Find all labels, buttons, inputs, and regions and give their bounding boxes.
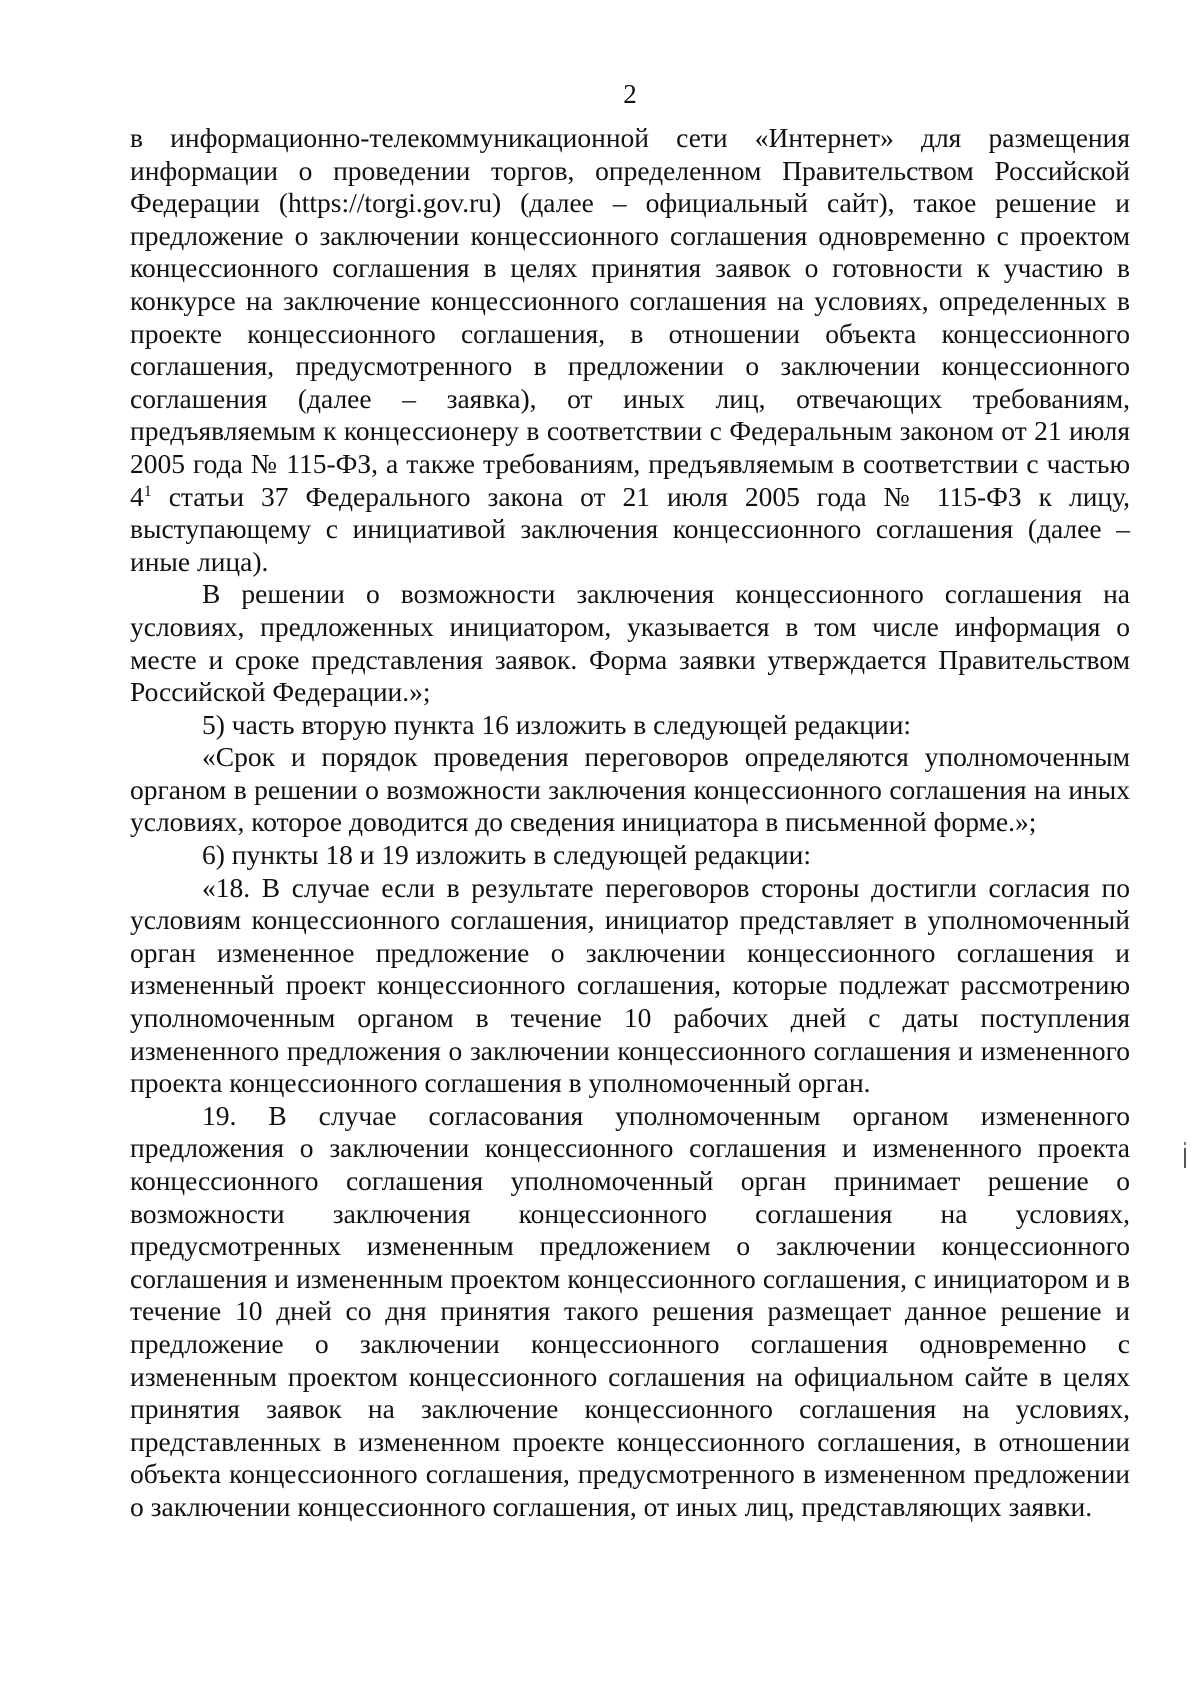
scan-margin-mark	[1184, 1148, 1186, 1168]
paragraph-continuation	[130, 122, 1130, 578]
paragraph-point-18: «18. В случае если в результате переговоров стороны достигли согласия по условиям концессионного соглашения, инициатор представляет в уполномоченный орган измененное предложение о заключении концессионного соглашения и измененный проект концессионного соглашения, которые подлежат рассмотрению уполномоченным органом в течение 10 рабочих дней с даты поступления измененного предложения о заключении концессионного соглашения и измененного проекта концессионного соглашения в уполномоченный орган.	[130, 871, 1130, 1099]
paragraph-decision-info: В решении о возможности заключения концессионного соглашения на условиях, предложенных инициатором, указывается в том числе информация о месте и сроке представления заявок. Форма заявки утверждается Правительством Российской Федерации.»;	[130, 578, 1130, 708]
paragraph-text-after-superscript: статьи 37 Федерального закона от 21 июля 2005 года № 115-ФЗ к лицу, выступающему с инициативой заключения концессионного соглашения (далее – иные лица).	[130, 480, 1130, 577]
paragraph-text-before-superscript: в информационно-телекоммуникационной сети «Интернет» для размещения информации о проведении торгов, определенном Правительством Российской Федерации (https://torgi.gov.ru) (далее – официальный сайт), такое решение и предложение о заключении концессионного соглашения одновременно с проектом концессионного соглашения в целях принятия заявок о готовности к участию в конкурсе на заключение концессионного соглашения на условиях, определенных в проекте концессионного соглашения, в отношении объекта концессионного соглашения, предусмотренного в предложении о заключении концессионного соглашения (далее – заявка), от иных лиц, отвечающих требованиям, предъявляемым к концессионеру в соответствии с Федеральным законом от 21 июля 2005 года № 115-ФЗ, а также требованиям, предъявляемым в соответствии с частью 4	[130, 122, 1130, 512]
document-body	[130, 122, 1130, 1524]
paragraph-point-19: 19. В случае согласования уполномоченным органом измененного предложения о заключении концессионного соглашения и измененного проекта концессионного соглашения уполномоченный орган принимает решение о возможности заключения концессионного соглашения на условиях, предусмотренных измененным предложением о заключении концессионного соглашения и измененным проектом концессионного соглашения, с инициатором и в течение 10 дней со дня принятия такого решения размещает данное решение и предложение о заключении концессионного соглашения одновременно с измененным проектом концессионного соглашения на официальном сайте в целях принятия заявок на заключение концессионного соглашения на условиях, представленных в измененном проекте концессионного соглашения, в отношении объекта концессионного соглашения, предусмотренного в измененном предложении о заключении концессионного соглашения, от иных лиц, представляющих заявки.	[130, 1099, 1130, 1522]
superscript-mark: 1	[143, 482, 152, 500]
paragraph-item-6: 6) пункты 18 и 19 изложить в следующей редакции:	[202, 839, 812, 871]
page-number: 2	[623, 79, 637, 109]
paragraph-negotiation-terms: «Срок и порядок проведения переговоров определяются уполномоченным органом в решении о возможности заключения концессионного соглашения на иных условиях, которое доводится до сведения инициатора в письменной форме.»;	[130, 741, 1130, 838]
paragraph-item-5: 5) часть вторую пункта 16 изложить в следующей редакции:	[202, 708, 912, 740]
